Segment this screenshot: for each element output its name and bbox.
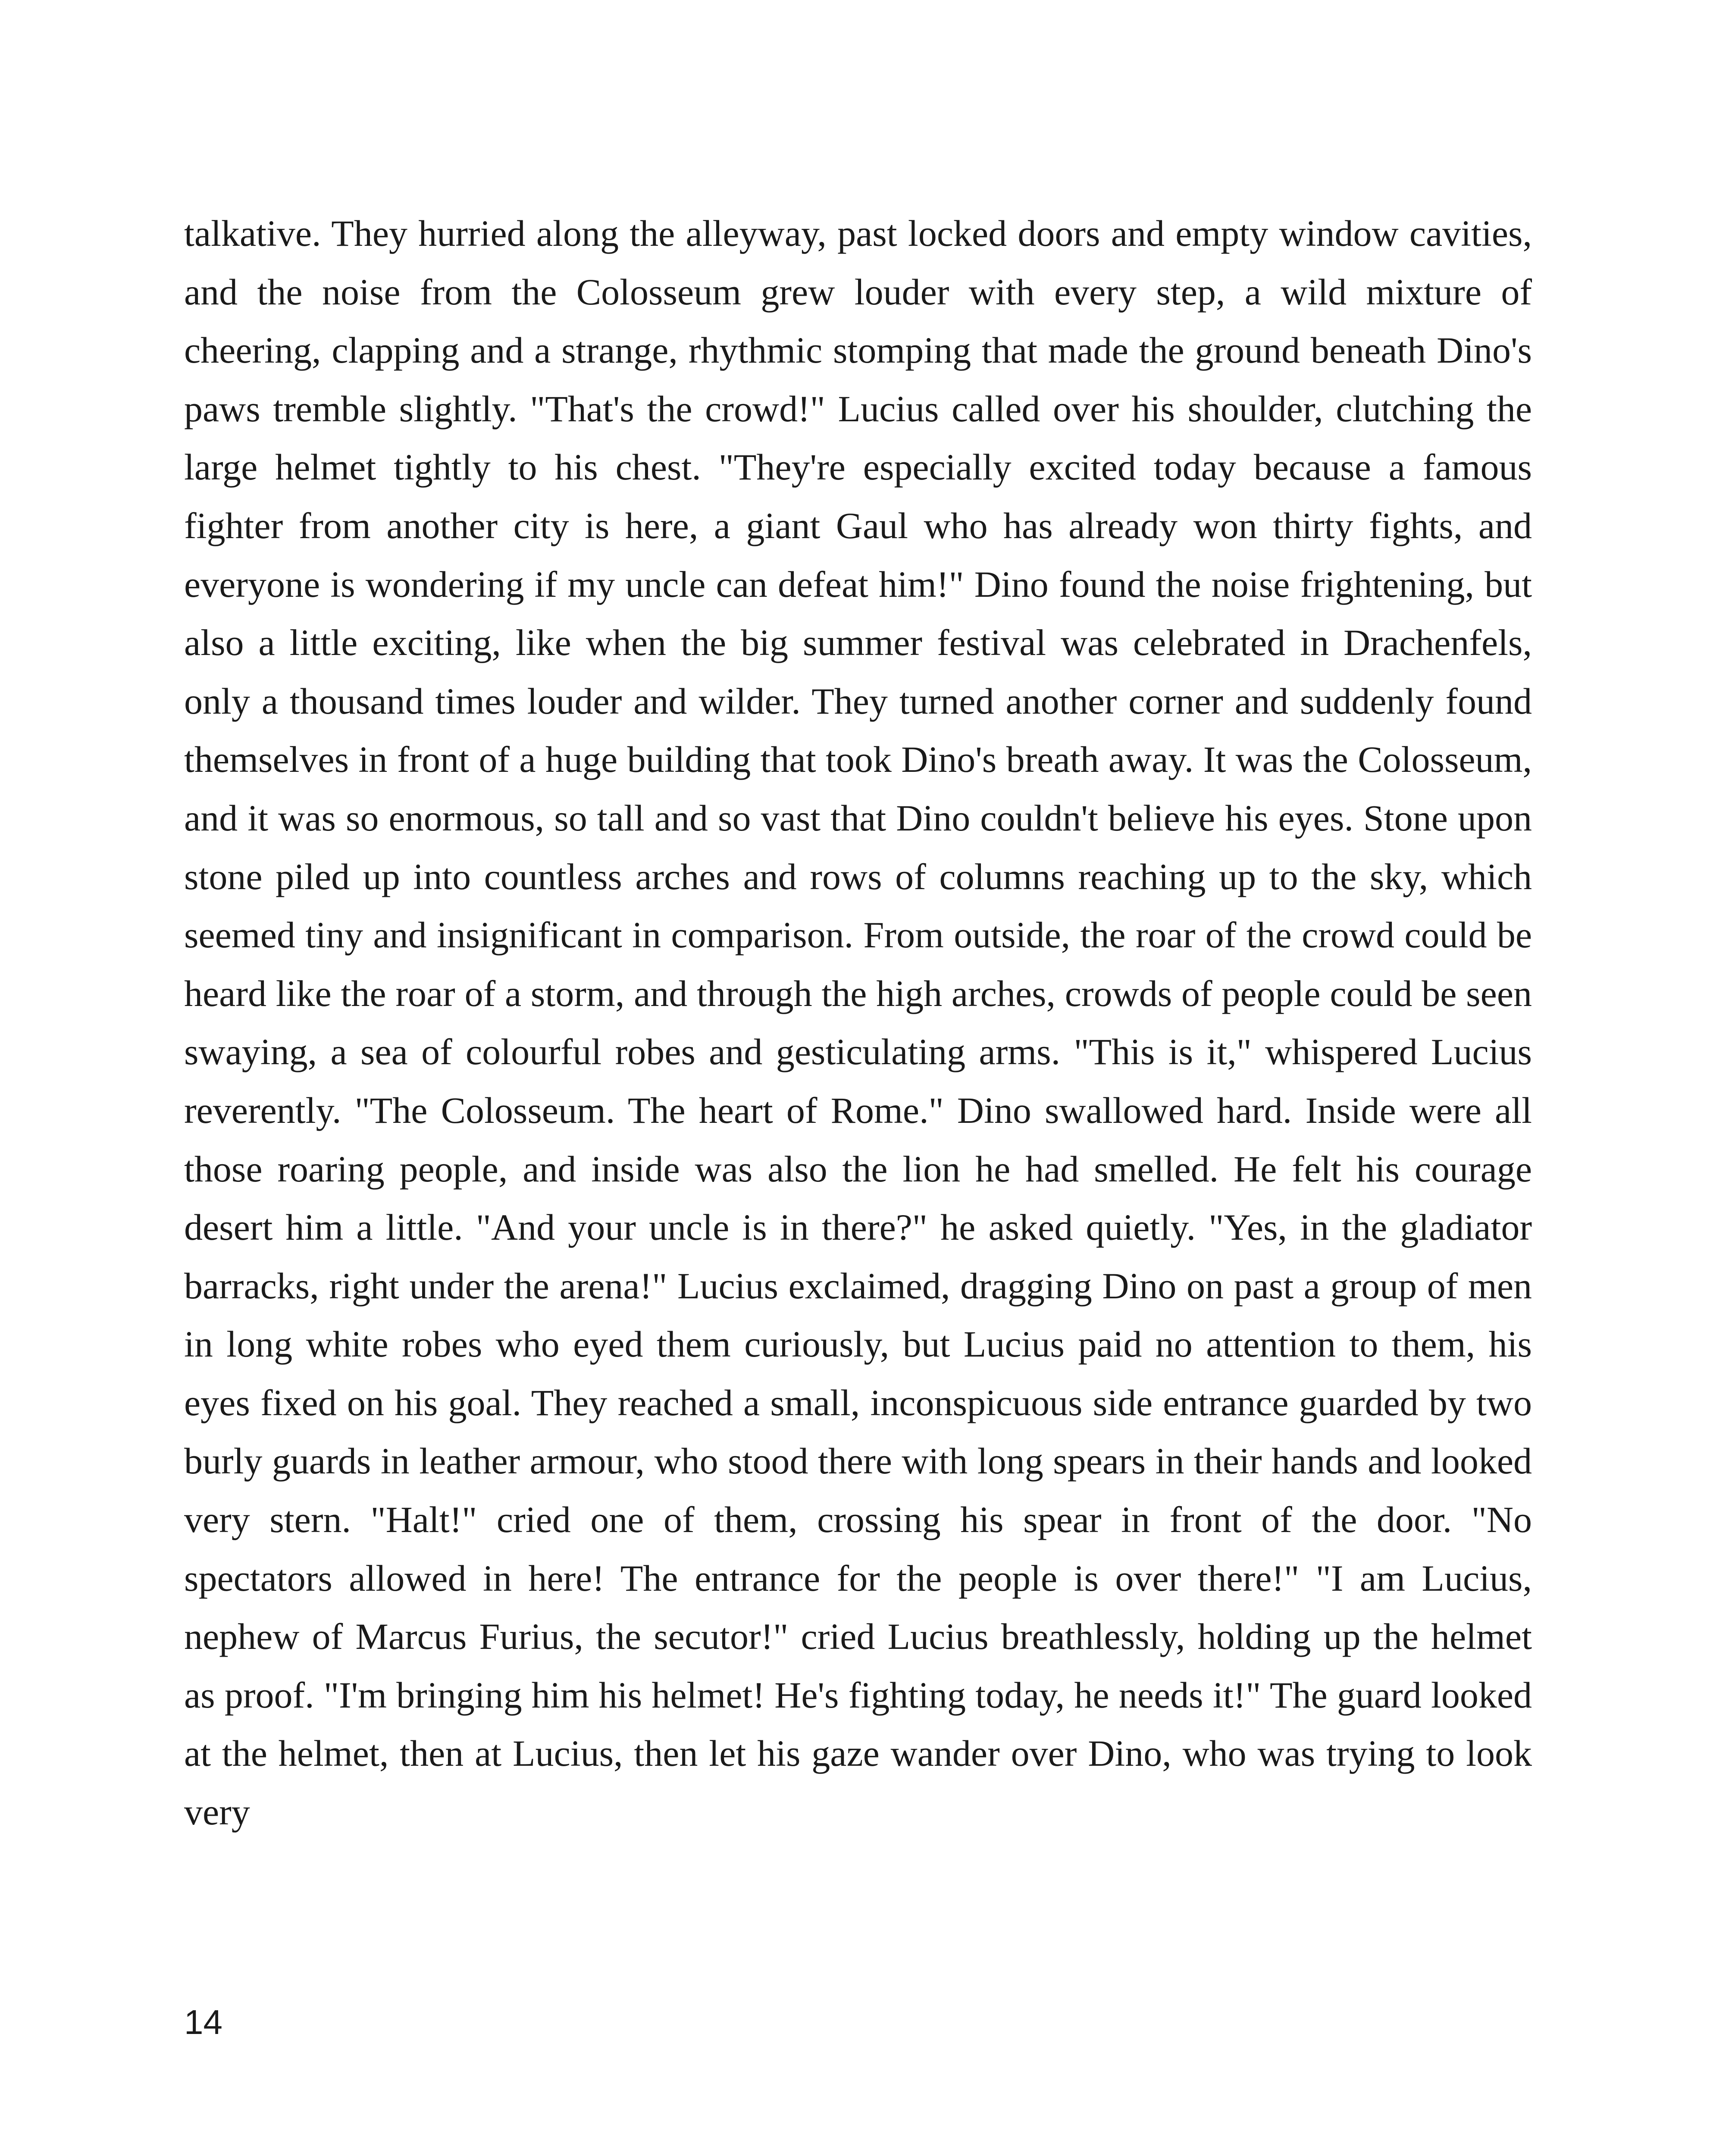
page-number: 14: [184, 2003, 222, 2041]
body-paragraph: talkative. They hurried along the alleyway, past locked doors and empty window cavities, and the noise from the Colosseum grew louder with every step, a wild mixture of cheering, clapping and a strange, rhythmic stomping that made the ground beneath Dino's paws tremble slightly. "That's the crowd!" Lucius called over his shoulder, clutching the large helmet tightly to his chest. "They're especially excited today because a famous fighter from another city is here, a giant Gaul who has already won thirty fights, and everyone is wondering if my uncle can defeat him!" Dino found the noise frightening, but also a little exciting, like when the big summer festival was celebrated in Drachenfels, only a thousand times louder and wilder. They turned another corner and suddenly found themselves in front of a huge building that took Dino's breath away. It was the Colosseum, and it was so enormous, so tall and so vast that Dino couldn't believe his eyes. Stone upon stone piled up into countless arches and rows of columns reaching up to the sky, which seemed tiny and insignificant in comparison. From outside, the roar of the crowd could be heard like the roar of a storm, and through the high arches, crowds of people could be seen swaying, a sea of colourful robes and gesticulating arms. "This is it," whispered Lucius reverently. "The Colosseum. The heart of Rome." Dino swallowed hard. Inside were all those roaring people, and inside was also the lion he had smelled. He felt his courage desert him a little. "And your uncle is in there?" he asked quietly. "Yes, in the gladiator barracks, right under the arena!" Lucius exclaimed, dragging Dino on past a group of men in long white robes who eyed them curiously, but Lucius paid no attention to them, his eyes fixed on his goal. They reached a small, inconspicuous side entrance guarded by two burly guards in leather armour, who stood there with long spears in their hands and looked very stern. "Halt!" cried one of them, crossing his spear in front of the door. "No spectators allowed in here! The entrance for the people is over there!" "I am Lucius, nephew of Marcus Furius, the secutor!" cried Lucius breathlessly, holding up the helmet as proof. "I'm bringing him his helmet! He's fighting today, he needs it!" The guard looked at the helmet, then at Lucius, then let his gaze wander over Dino, who was trying to look very: [184, 213, 1532, 1833]
